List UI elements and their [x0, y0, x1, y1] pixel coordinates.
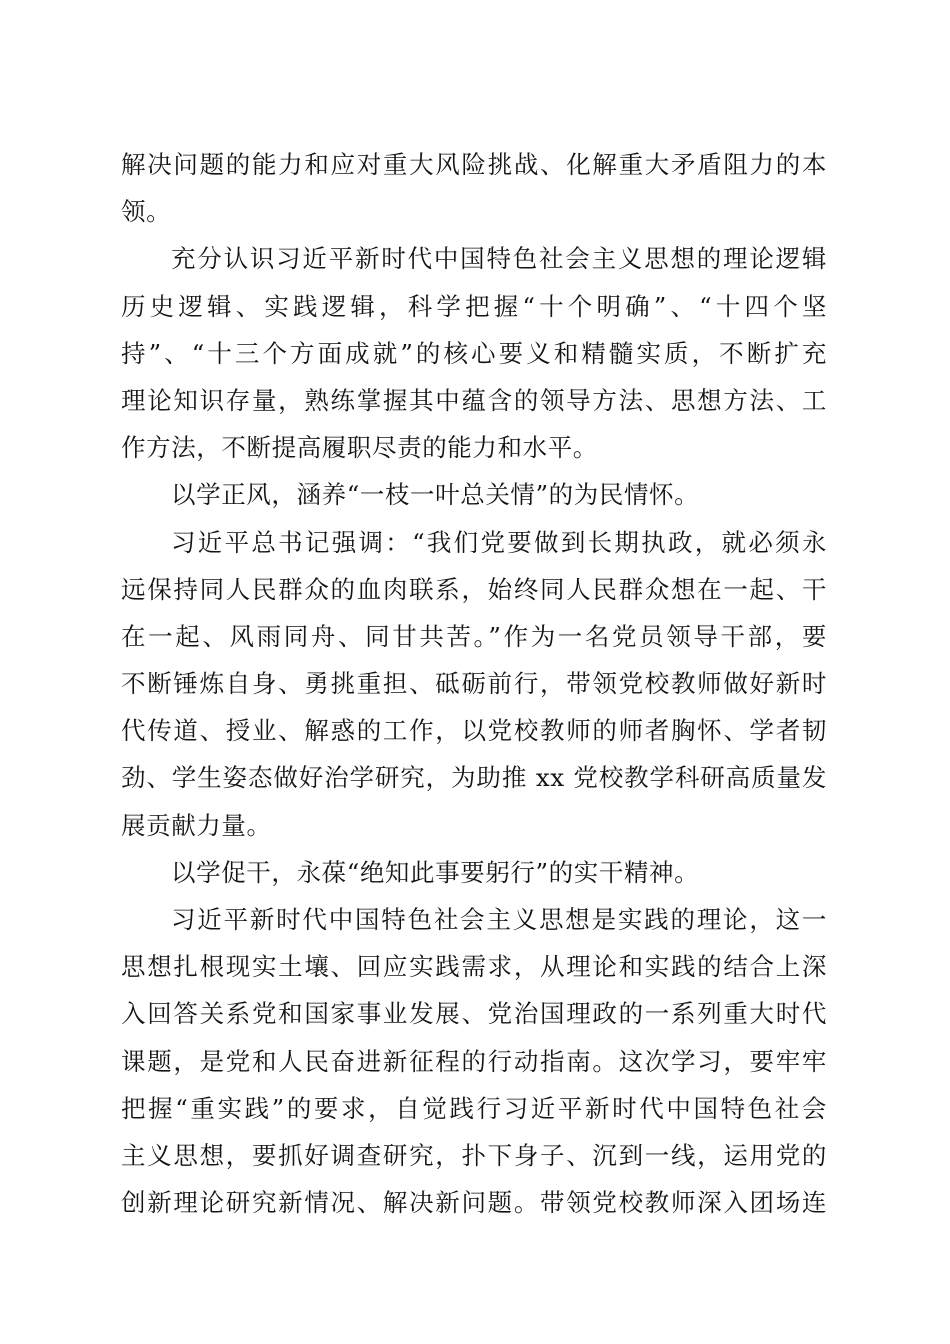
- paragraph-2: [121, 235, 827, 471]
- section-heading-line: 以学正风，涵养“一枝一叶总关情”的为民情怀。: [171, 480, 700, 510]
- text-line: 代传道、授业、解惑的工作，以党校教师的师者胸怀、学者韧: [121, 716, 827, 746]
- text-line: 思想扎根现实土壤、回应实践需求，从理论和实践的结合上深: [121, 952, 827, 982]
- text-line: 充分认识习近平新时代中国特色社会主义思想的理论逻辑: [171, 244, 827, 274]
- paragraph-1: [121, 141, 827, 235]
- text-line: 历史逻辑、实践逻辑，科学把握“十个明确”、“十四个坚: [121, 291, 827, 321]
- text-line: 把握“重实践”的要求，自觉践行习近平新时代中国特色社会: [121, 1093, 827, 1123]
- text-line: 解决问题的能力和应对重大风险挑战、化解重大矛盾阻力的本: [121, 150, 827, 179]
- text-line: 不断锤炼自身、勇挑重担、砥砺前行，带领党校教师做好新时: [121, 669, 827, 699]
- text-line: 入回答关系党和国家事业发展、党治国理政的一系列重大时代: [121, 999, 827, 1029]
- text-line: 习近平总书记强调：“我们党要做到长期执政，就必须永: [171, 527, 827, 557]
- paragraph-3: [121, 471, 827, 518]
- text-line: 展贡献力量。: [121, 810, 272, 840]
- text-line: 主义思想，要抓好调查研究，扑下身子、沉到一线，运用党的: [121, 1140, 827, 1170]
- text-line: 持”、“十三个方面成就”的核心要义和精髓实质，不断扩充: [121, 338, 827, 368]
- section-heading-line: 以学促干，永葆“绝知此事要躬行”的实干精神。: [171, 857, 700, 887]
- text-line: 在一起、风雨同舟、同甘共苦。”作为一名党员领导干部，要: [121, 621, 827, 651]
- document-body: [121, 141, 827, 1226]
- text-line: 创新理论研究新情况、解决新问题。带领党校教师深入团场连: [121, 1188, 827, 1218]
- text-line: 理论知识存量，熟练掌握其中蕴含的领导方法、思想方法、工: [121, 385, 827, 415]
- text-line: 劲、学生姿态做好治学研究，为助推 xx 党校教学科研高质量发: [121, 763, 827, 793]
- text-line: 领。: [121, 197, 172, 227]
- paragraph-5: [121, 849, 827, 896]
- text-line: 作方法，不断提高履职尽责的能力和水平。: [121, 433, 598, 463]
- paragraph-6: [121, 896, 827, 1226]
- text-line: 课题，是党和人民奋进新征程的行动指南。这次学习，要牢牢: [121, 1046, 827, 1076]
- text-line: 远保持同人民群众的血肉联系，始终同人民群众想在一起、干: [121, 574, 827, 604]
- text-line: 习近平新时代中国特色社会主义思想是实践的理论，这一: [171, 905, 827, 934]
- paragraph-4: [121, 519, 827, 849]
